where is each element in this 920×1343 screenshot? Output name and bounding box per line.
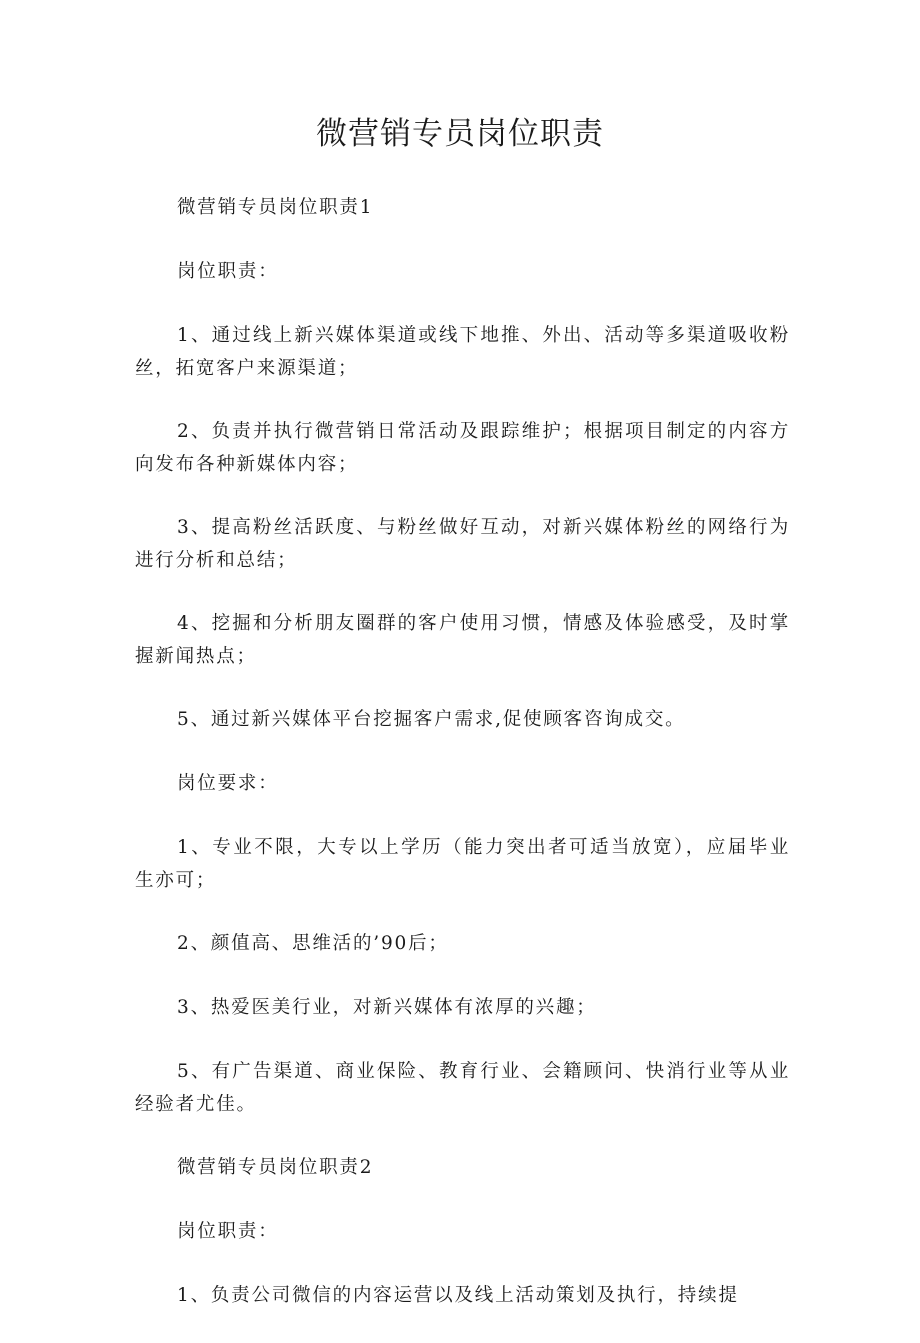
responsibility-item-1: 1、通过线上新兴媒体渠道或线下地推、外出、活动等多渠道吸收粉丝，拓宽客户来源渠道； (135, 325, 790, 379)
responsibilities-heading-2: 岗位职责： (177, 1221, 279, 1242)
requirement-item-5: 5、有广告渠道、商业保险、教育行业、会籍顾问、快消行业等从业经验者尤佳。 (135, 1061, 790, 1115)
responsibility-item-5: 5、通过新兴媒体平台挖掘客户需求,促使顾客咨询成交。 (177, 709, 686, 730)
section-heading-2: 微营销专员岗位职责2 (177, 1157, 374, 1178)
responsibility-item-3: 3、提高粉丝活跃度、与粉丝做好互动，对新兴媒体粉丝的网络行为进行分析和总结； (135, 517, 790, 571)
document-body (135, 191, 790, 1343)
responsibility-item-2: 2、负责并执行微营销日常活动及跟踪维护；根据项目制定的内容方向发布各种新媒体内容； (135, 421, 790, 475)
requirement-item-2: 2、颜值高、思维活的’90后； (177, 933, 449, 954)
requirement-item-1: 1、专业不限，大专以上学历（能力突出者可适当放宽），应届毕业生亦可； (135, 837, 790, 891)
responsibility-item-2-1: 1、负责公司微信的内容运营以及线上活动策划及执行，持续提 (177, 1285, 739, 1306)
document-title: 微营销专员岗位职责 (316, 116, 604, 152)
requirement-item-3: 3、热爱医美行业，对新兴媒体有浓厚的兴趣； (177, 997, 597, 1018)
responsibilities-heading-1: 岗位职责： (177, 261, 279, 282)
section-heading-1: 微营销专员岗位职责1 (177, 197, 374, 218)
responsibility-item-4: 4、挖掘和分析朋友圈群的客户使用习惯，情感及体验感受，及时掌握新闻热点； (135, 613, 790, 667)
requirements-heading: 岗位要求： (177, 773, 279, 794)
